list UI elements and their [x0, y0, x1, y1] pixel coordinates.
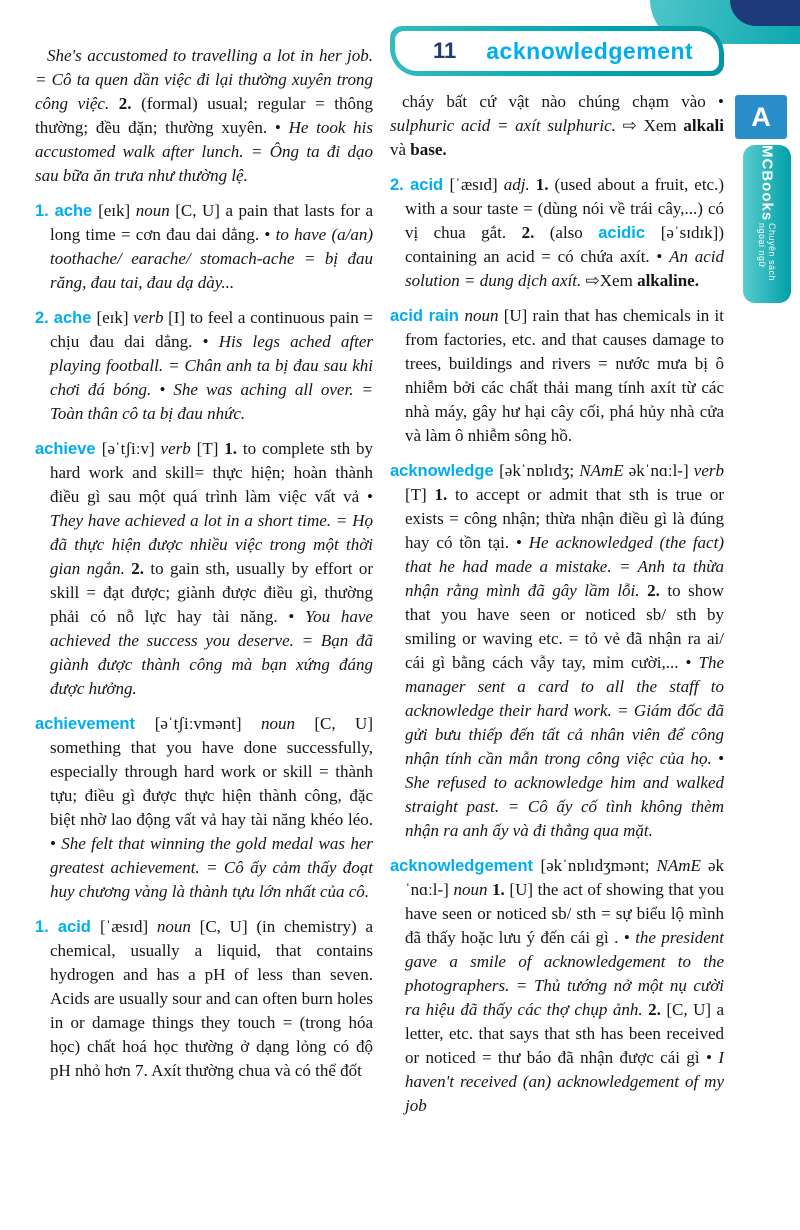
text-run: [U] rain that has chemicals in it from factories, etc. and that causes damage to trees, buildings and rivers = nước mưa bị ô nhiễm bởi các chất thải mang tính axít từ các nhà máy, gây hư hại cây cối, phá hủy nhà cửa và làm ô nhiễm sông hồ.: [405, 306, 725, 445]
text-run: adj.: [503, 175, 536, 194]
header-guide-word: acknowledgement: [486, 37, 694, 64]
text-run: verb: [160, 439, 197, 458]
dictionary-entry: [390, 854, 724, 1118]
dictionary-entry: [35, 712, 373, 904]
text-run: và: [390, 140, 411, 159]
text-run: noun: [260, 714, 315, 733]
text-run: sulphuric acid = axít sulphuric.: [390, 116, 623, 135]
text-run: to have (a/an) toothache/ earache/ stomach-ache = bị đau răng, đau tai, đau dạ dày...: [50, 225, 374, 292]
text-run: acknowledge: [390, 462, 500, 480]
dictionary-column-left: [35, 44, 373, 1094]
text-run: NAmE: [656, 856, 708, 875]
text-run: 1.: [535, 175, 555, 194]
section-letter-tab: [735, 95, 787, 139]
page-header-banner: [390, 26, 724, 76]
publisher-tagline: Chuyên sách ngoại ngữ: [757, 223, 777, 282]
publisher-brand-strip: [743, 145, 791, 303]
text-run: verb: [133, 308, 169, 327]
text-run: ⇨ Xem: [622, 116, 684, 135]
text-run: [əˈtʃiːvmənt]: [154, 714, 261, 733]
publisher-name: MCBooks: [758, 145, 776, 222]
text-run: əkˈnɑːl-]: [628, 461, 694, 480]
text-run: [ˈæsɪd]: [99, 917, 157, 936]
dictionary-column-right: [390, 26, 724, 1129]
text-run: They have achieved a lot in a short time. = Họ đã thực hiện được nhiều việc trong một thời gian ngắn.: [50, 511, 373, 578]
text-run: 2. ache: [35, 309, 97, 327]
text-run: 1. ache: [35, 202, 99, 220]
text-run: achievement: [35, 715, 155, 733]
dictionary-entry: [35, 199, 373, 295]
text-run: She felt that winning the gold medal was her greatest achievement. = Cô ấy cảm thấy đoạt huy chương vàng là thành tựu lớn nhất của cô.: [50, 834, 373, 901]
text-run: 2.: [131, 559, 151, 578]
text-run: base.: [410, 140, 447, 159]
text-run: [əkˈnɒlɪdʒmənt;: [540, 856, 657, 875]
text-run: to complete sth by hard work and skill= thực hiện; hoàn thành điều gì sau một quá trình làm việc vất vả •: [50, 439, 373, 506]
text-run: [C, U] a letter, etc. that says that sth has been received or noticed = thư báo đã nhận được cái gì •: [405, 1000, 725, 1067]
dictionary-entries-right: [390, 90, 724, 1118]
text-run: He took his accustomed walk after lunch. = Ông ta đi dạo sau bữa ăn trưa như thường lệ.: [35, 118, 374, 185]
text-run: (used about a fruit, etc.) with a sour taste = (dùng nói về trái cây,...) có vị chua gắt.: [405, 175, 725, 242]
text-run: the president gave a smile of acknowledgement to the photographers. = Thủ tướng nở một nụ cười ra hiệu đã thấy các thợ chụp ảnh.: [405, 928, 724, 1019]
text-run: noun: [453, 880, 493, 899]
text-run: She's accustomed to travelling a lot in her job. = Cô ta quen dần việc đi lại thường xuyên trong công việc.: [35, 46, 373, 113]
text-run: noun: [156, 917, 200, 936]
text-run: [ˈæsɪd]: [449, 175, 504, 194]
text-run: 1.: [492, 880, 510, 899]
text-run: His legs ached after playing football. = Chân anh ta bị đau sau khi chơi đá bóng. • She was aching all over. = Toàn thân cô ta bị đau nhức.: [50, 332, 373, 423]
text-run: acid rain: [390, 307, 465, 325]
text-run: [eɪk]: [98, 201, 136, 220]
text-run: achieve: [35, 440, 102, 458]
text-run: [C, U] (in chemistry) a chemical, usually a liquid, that contains hydrogen and has a pH of less than seven. Acids are usually sour and can often burn holes in or damage things they touch = (trong hóa học) chất hoá học thường ở dạng lỏng có độ pH nhỏ hơn 7. Axít thường chua và có thể đốt: [50, 917, 373, 1080]
text-run: 1.: [434, 485, 456, 504]
dictionary-entry: [35, 44, 373, 188]
dictionary-entry: [390, 459, 724, 843]
text-run: [əˈsɪdɪk]) containing an acid = có chứa axít. •: [405, 223, 725, 266]
text-run: [C, U] something that you have done successfully, especially through hard work or skill = thành tựu; điều gì được thực hiện thành công, đặc biệt nhờ lao động vất vả hay tài năng khéo léo. •: [50, 714, 373, 853]
text-run: [əˈtʃiːv]: [101, 439, 161, 458]
text-run: He acknowledged (the fact) that he had made a mistake. = Anh ta thừa nhận rằng mình đã gây lầm lỗi.: [405, 533, 724, 600]
text-run: alkaline.: [637, 271, 699, 290]
text-run: verb: [693, 461, 724, 480]
text-run: [T]: [196, 439, 225, 458]
text-run: NAmE: [579, 461, 629, 480]
text-run: 2.: [648, 1000, 667, 1019]
text-run: 1. acid: [35, 918, 100, 936]
text-run: (also: [549, 223, 599, 242]
text-run: [eɪk]: [96, 308, 134, 327]
text-run: cháy bất cứ vật nào chúng chạm vào •: [402, 92, 724, 111]
text-run: acknowledgement: [390, 857, 541, 875]
text-run: to show that you have seen or noticed sb/ sth by smiling or waving etc. = tỏ vẻ đã nhận ra ai/ cái gì bằng cách vẫy tay, mỉm cười,... •: [405, 581, 725, 672]
dictionary-entry: [390, 304, 724, 448]
text-run: (formal) usual; regular = thông thường; đều đặn; thường xuyên. •: [35, 94, 374, 137]
dictionary-entry: [35, 915, 373, 1083]
page-number: 11: [433, 38, 457, 63]
dictionary-entry: [390, 173, 724, 293]
text-run: noun: [464, 306, 504, 325]
text-run: [C, U] a pain that lasts for a long time = cơn đau dai dẳng. •: [50, 201, 374, 244]
text-run: [I] to feel a continuous pain = chịu đau dai dẳng. •: [50, 308, 373, 351]
section-letter: A: [751, 101, 771, 132]
text-run: ⇨Xem: [585, 271, 638, 290]
text-run: I haven't received (an) acknowledgement of my job: [405, 1048, 724, 1115]
text-run: acidic: [598, 224, 661, 242]
dictionary-entry: [35, 437, 373, 701]
text-run: noun: [135, 201, 176, 220]
text-run: to accept or admit that sth is true or exists = công nhận; thừa nhận điều gì là đúng hay có tồn tại. •: [405, 485, 724, 552]
text-run: [T]: [405, 485, 435, 504]
text-run: alkali: [683, 116, 724, 135]
text-run: [U] the act of showing that you have seen or noticed sb/ sth = sự biểu lộ mình đã thấy hoặc lưu ý đến cái gì . •: [405, 880, 725, 947]
text-run: to gain sth, usually by effort or skill = đạt được; giành được điều gì, thường phải có nỗ lực hay tài năng. •: [50, 559, 373, 626]
text-run: An acid solution = dung dịch axít.: [405, 247, 724, 290]
text-run: You have achieved the success you deserve. = Bạn đã giành được thành công mà bạn xứng đáng được hưởng.: [50, 607, 373, 698]
text-run: əkˈnɑːl-]: [405, 856, 725, 899]
dictionary-entry: [35, 306, 373, 426]
dictionary-entry: [390, 90, 724, 162]
text-run: 2.: [521, 223, 550, 242]
text-run: 2.: [647, 581, 668, 600]
text-run: 2.: [118, 94, 142, 113]
text-run: 1.: [224, 439, 243, 458]
page-header-inner: [395, 31, 719, 71]
text-run: [əkˈnɒlɪdʒ;: [499, 461, 580, 480]
text-run: The manager sent a card to all the staff to acknowledge their hard work. = Giám đốc đã gửi bưu thiếp đến tất cả nhân viên để công nhận tính cần mẫn trong công việc của họ. • She refused to acknowledge him and walked straight past. = Cô ấy cố tình không thèm nhận ra anh ấy và đi thẳng qua mặt.: [405, 653, 724, 840]
text-run: 2. acid: [390, 176, 450, 194]
